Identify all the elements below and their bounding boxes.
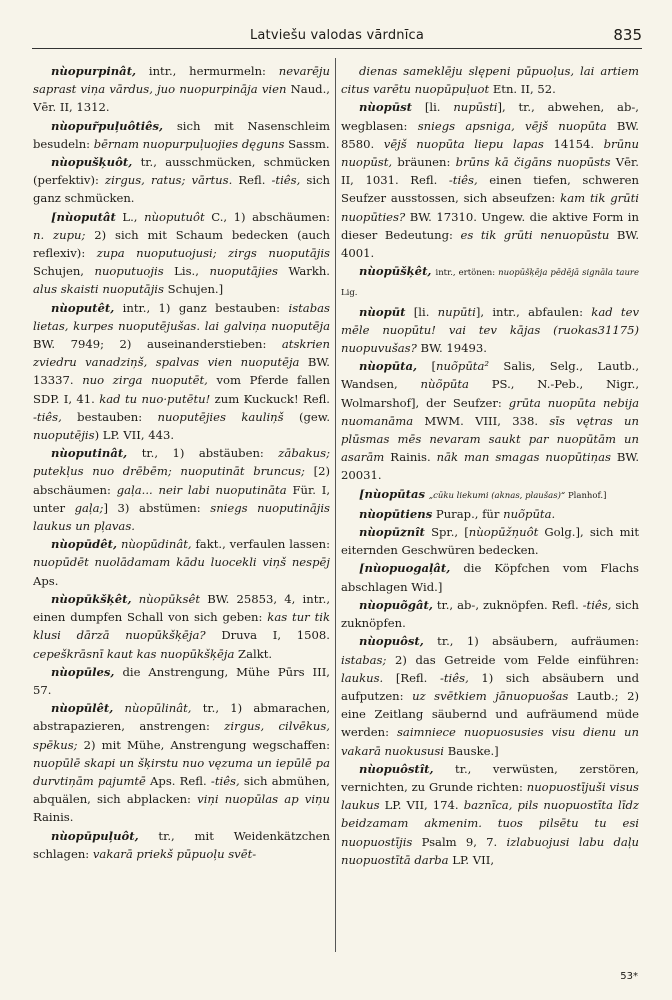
entry-text: alus skaisti nuoputājis: [33, 282, 164, 297]
entry-text: intr., 1) ganz bestauben:: [114, 300, 289, 315]
entry-text: [: [417, 359, 436, 374]
entry-text: Lig.: [341, 288, 358, 299]
entry-text: nuoputuojis: [94, 264, 164, 279]
entry-text: nuõpūta²: [435, 359, 490, 374]
entry-text: MWM. VIII, 338.: [413, 413, 550, 428]
dictionary-entry: [341, 98, 639, 262]
entry-text: sich ganz schmücken.: [33, 173, 330, 206]
entry-headword: nùopušķuôt,: [51, 155, 133, 170]
dictionary-entry: [341, 485, 639, 505]
entry-text: 1) sich absäubern und aufputzen:: [341, 670, 639, 703]
entry-headword: nùopūles,: [51, 664, 115, 679]
entry-text: Rainis.: [384, 450, 437, 465]
entry-text: zupa nuoputuojusi; zirgs nuoputājis: [96, 246, 330, 261]
dictionary-entry: [341, 303, 639, 358]
entry-text: bräunen:: [392, 155, 456, 170]
entry-text: Aps. Refl.: [145, 773, 211, 788]
entry-text: BW. 4001.: [341, 227, 639, 261]
entry-text: intr., hermurmeln:: [136, 64, 279, 78]
signature-mark: 53*: [620, 971, 638, 982]
entry-text: nuo zirga nuoputēt,: [82, 373, 208, 388]
entry-headword: nùopur̃puļuôtiês,: [51, 118, 164, 133]
entry-text: Planhof.]: [565, 490, 607, 501]
entry-headword: nùopūšķêt,: [359, 264, 432, 279]
entry-text: kas tur tik klusi dārzā nuopūkšķēja?: [33, 610, 330, 643]
entry-text: tr., 1) abstäuben:: [127, 446, 279, 461]
entry-text: nupūsti: [453, 100, 498, 115]
entry-text: zābakus; putekļus nuo drēbēm; nuoputināt bruncus;: [33, 446, 330, 479]
entry-text: Lis.,: [163, 264, 210, 279]
entry-text: nuopūdēt nuolādamam kādu luocekli viņš nespēj: [33, 555, 330, 570]
entry-text: Purap., für: [432, 506, 504, 521]
entry-text: izlabuojusi labu daļu nuopuostītā darba: [341, 834, 639, 867]
entry-text: es tik grūti nenuopūstu: [460, 227, 610, 242]
entry-text: zum Kuckuck! Refl.: [210, 391, 330, 406]
entry-headword: nùopūdêt,: [51, 537, 118, 552]
dictionary-entry: [341, 262, 639, 302]
entry-headword: nùopūpuļuôt,: [51, 828, 139, 843]
entry-headword: nùopūst: [359, 100, 413, 115]
entry-text: uz svētkiem jānuopuošas: [412, 688, 569, 703]
entry-text: 2) das Getreide vom Felde einführen:: [386, 652, 639, 667]
entry-text: istabas;: [341, 652, 387, 667]
column-divider: [335, 58, 336, 952]
entry-text: BW. 19493.: [416, 341, 487, 356]
right-column: [341, 62, 639, 950]
entry-text: nùopūžņuôt: [468, 525, 539, 540]
entry-text: bērnam nuopurpuļuojies dęguns: [93, 136, 285, 151]
entry-text: die Köpfchen vom Flachs abschlagen Wid.]: [341, 561, 639, 594]
entry-headword: [nùopūtas: [359, 486, 426, 501]
dictionary-entry: [33, 62, 330, 117]
page-header: [32, 22, 642, 49]
entry-text: Rainis.: [33, 810, 74, 825]
dictionary-entry: [341, 523, 639, 559]
running-title: Latviešu valodas vārdnīca: [249, 28, 425, 43]
entry-text: die Anstrengung, Mühe Pūrs III, 57.: [33, 664, 330, 697]
entry-headword: nùoputinât,: [51, 446, 128, 461]
entry-text: atskrien zviedru vanadziņš, spalvas vien nuoputēja: [33, 337, 330, 370]
entry-text: [Refl.: [383, 670, 440, 685]
entry-text: ], tr., abwehen, ab-, wegblasen:: [341, 100, 639, 133]
entry-text: nuopūšķēja pēdējā signāla taure: [498, 268, 639, 279]
dictionary-entry: [341, 62, 639, 98]
entry-text: einen tiefen, schweren Seufzer ausstossen, sich abseufzen:: [341, 173, 639, 206]
entry-text: zirgus, cilvēkus, spēkus;: [33, 719, 330, 752]
dictionary-entry: [33, 444, 330, 535]
entry-headword: [nùopuogaļât,: [359, 561, 451, 576]
entry-text: n. zupu;: [33, 227, 86, 242]
entry-text: vējš nuopūta liepu lapas: [383, 136, 544, 151]
entry-headword: nùoputêt,: [51, 300, 115, 315]
entry-text: BW. 17310. Ungew. die aktive Form in dieser Bedeutung:: [341, 209, 639, 242]
dictionary-entry: [33, 535, 330, 590]
entry-text: sich zuknöpfen.: [341, 597, 639, 631]
entry-text: BW. 7949; 2) auseinanderstieben:: [33, 337, 282, 352]
entry-text: BW. 8580.: [341, 118, 639, 151]
entry-text: Etn. II, 52.: [489, 82, 556, 97]
entry-headword: nùopuôstît,: [359, 761, 434, 776]
entry-text: nuoputējies kauliņš: [157, 409, 284, 424]
entry-text: -tiês,: [448, 173, 478, 188]
entry-text: -tiês,: [582, 597, 612, 612]
dictionary-entry: [33, 663, 330, 699]
entry-text: sniegs nuoputinājis laukus un pļavas.: [33, 500, 330, 534]
entry-text: nùopūksêt: [138, 591, 201, 606]
entry-text: LP. VII,: [448, 852, 495, 867]
entry-text: Bauske.]: [444, 743, 499, 758]
entry-text: 14154.: [543, 136, 604, 151]
dictionary-entry: [341, 596, 639, 632]
entry-text: C., 1) abschäumen:: [204, 209, 330, 224]
entry-text: Druva I, 1508.: [205, 628, 330, 643]
entry-text: saimniece nuopuosusies visu dienu un vakarā nuokususi: [341, 725, 639, 758]
entry-headword: nùopūlêt,: [51, 701, 114, 716]
entry-headword: nùopūkšķêt,: [51, 591, 132, 606]
page-number: 835: [613, 26, 642, 44]
entry-text: PS., N.-Peb., Nigr., Wolmarshof], der Seufzer:: [341, 377, 639, 410]
entry-text: kad tu nuo·putētu!: [99, 391, 211, 406]
entry-text: Aps.: [33, 573, 59, 588]
entry-text: 2) sich mit Schaum bedecken (auch reflexiv):: [33, 227, 330, 261]
entry-text: nuopuostījuši visus laukus: [341, 779, 639, 813]
entry-text: (gew.: [283, 409, 330, 424]
entry-text: [2) abschäumen:: [33, 464, 330, 497]
entry-text: [132, 592, 139, 606]
entry-text: LP. VII, 174.: [379, 798, 464, 813]
entry-text: BW. 20031.: [341, 450, 639, 483]
entry-text: -tiês,: [271, 173, 301, 188]
entry-headword: nùopuõgât,: [359, 597, 433, 612]
dictionary-entry: [341, 357, 639, 484]
entry-text: ] 3) abstümen:: [103, 500, 211, 515]
entry-text: nuõpūta.: [503, 506, 556, 521]
entry-text: brūns kā čigāns nuopūsts: [455, 155, 611, 170]
entry-text: laukus.: [341, 670, 384, 685]
dictionary-entry: [33, 208, 330, 299]
entry-text: vakarā priekš pūpuoļu svēt-: [92, 846, 257, 861]
entry-text: nāk man smagas nuopūtiņas: [436, 450, 611, 465]
entry-text: tr., verwüsten, zerstören, vernichten, zu Grunde richten:: [341, 761, 639, 794]
entry-text: nùõpūta: [420, 377, 469, 392]
entry-headword: nùopūznît: [359, 525, 425, 540]
entry-text: [li.: [405, 304, 438, 319]
entry-headword: nùopuôst,: [359, 634, 424, 649]
entry-headword: nùopūt: [359, 304, 406, 319]
entry-text: kam tik grūti nuopūties?: [341, 191, 639, 224]
entry-text: Sassm.: [284, 136, 330, 151]
entry-text: bestauben:: [61, 409, 158, 424]
entry-text: nuopūlē skapi un šķirstu nuo vęzuma un iepūlē pa durvtiņām pajumtē: [33, 755, 330, 788]
entry-text: -tiês,: [439, 670, 469, 685]
entry-text: Für. I, unter: [33, 482, 330, 515]
dictionary-entry: [33, 299, 330, 445]
entry-text: BW. 13337.: [33, 355, 330, 388]
entry-text: L.,: [115, 209, 145, 224]
entry-text: tr., mit Weidenkätzchen schlagen:: [33, 828, 330, 861]
entry-text: -tiês,: [33, 409, 62, 424]
entry-text: sich abmühen, abquälen, sich abplacken:: [33, 773, 330, 807]
entry-text: [li.: [412, 100, 454, 115]
dictionary-entry: [33, 699, 330, 826]
entry-text: brūnu nuopūst,: [341, 136, 639, 170]
entry-text: zirgus, ratus; vārtus.: [104, 173, 233, 188]
entry-text: tr., 1) abmarachen, abstrapazieren, anstrengen:: [33, 701, 330, 734]
entry-text: Naud., Vēr. II, 1312.: [33, 82, 330, 115]
entry-text: 2) mit Mühe, Anstrengung wegschaffen:: [77, 737, 330, 752]
entry-text: nùoputuôt: [144, 209, 205, 224]
dictionary-entry: [341, 632, 639, 759]
dictionary-entry: [33, 153, 330, 208]
entry-text: vom Pferde fallen SDP. I, 41.: [33, 373, 330, 406]
entry-text: nevarēju saprast viņa vārdus, juo nuopurpināja vien: [33, 64, 330, 97]
left-column: [33, 62, 330, 950]
entry-text: BW. 25853, 4, intr., einen dumpfen Schall von sich geben:: [33, 591, 330, 625]
entry-text: nupūti: [437, 304, 476, 319]
entry-text: nuoputājies: [209, 264, 278, 279]
dictionary-entry: [33, 827, 330, 863]
entry-headword: nùopūta,: [359, 359, 418, 374]
entry-text: grūta nuopūta nebija nuomanāma: [341, 395, 639, 428]
entry-headword: [nùoputât: [51, 209, 116, 224]
entry-text: istabas lietas, kurpes nuoputējušas. lai galviņa nuoputēja: [33, 300, 330, 333]
entry-text: Psalm 9, 7.: [412, 834, 507, 849]
entry-text: cepeškrāsnī kaut kas nuopūkšķēja: [33, 646, 235, 661]
entry-text: tr., 1) absäubern, aufräumen:: [423, 634, 639, 649]
entry-text: nùopūdinât,: [120, 537, 192, 552]
entry-text: nùopūlinât,: [124, 701, 192, 716]
entry-text: Spr., [: [424, 525, 469, 540]
entry-headword: nùopūtiens: [359, 506, 433, 521]
dictionary-entry: [341, 760, 639, 869]
entry-text: sich mit Nasenschleim besudeln:: [33, 118, 330, 151]
entry-text: nuoputējis: [33, 428, 95, 443]
entry-text: ) LP. VII, 443.: [94, 428, 175, 443]
entry-text: fakt., verfaulen lassen:: [191, 537, 330, 552]
dictionary-entry: [341, 559, 639, 595]
entry-text: Schujen.]: [163, 282, 224, 297]
entry-text: Golg.], sich mit eiternden Geschwüren bedecken.: [341, 525, 639, 558]
entry-text: tr., ab-, zuknöpfen. Refl.: [432, 597, 583, 612]
entry-text: Warkh.: [277, 264, 330, 279]
entry-text: kad tev mēle nuopūtu! vai tev kājas (ruokas31175) nuopuvušas?: [341, 304, 639, 356]
entry-text: dienas sameklēju slępeni pūpuoļus, lai artiem citus varētu nuopūpuļuot: [341, 64, 639, 97]
entry-text: Salis, Selg., Lautb., Wandsen,: [341, 359, 639, 392]
entry-text: sniegs apsniga, vējš nuopūta: [417, 118, 607, 133]
entry-text: viņi nuopūlas ap viņu: [197, 792, 330, 807]
entry-text: Zalkt.: [234, 646, 273, 661]
entry-text: tr., ausschmücken, schmücken (perfektiv):: [33, 155, 330, 188]
dictionary-entry: [341, 505, 639, 523]
entry-text: gaļa... neir labi nuoputināta: [116, 482, 287, 497]
entry-text: intr., ertönen:: [435, 268, 499, 279]
dictionary-entry: [33, 117, 330, 153]
entry-text: Schujen,: [33, 264, 95, 279]
entry-text: -tiês,: [210, 773, 240, 788]
dictionary-entry: [33, 590, 330, 663]
entry-text: „cūku liekumi (aknas, plaušas)“: [428, 490, 566, 501]
entry-text: gaļa;: [74, 500, 104, 515]
entry-text: [113, 701, 124, 715]
entry-text: baznīca, pils nuopuostīta līdz beidzamam akmenim. tuos pilsētu tu esi nuopuostījis: [341, 798, 639, 849]
entry-text: Lautb.; 2) eine Zeitlang säubernd und aufräumend müde werden:: [341, 688, 639, 740]
entry-text: Vēr. II, 1031. Refl.: [341, 155, 639, 188]
entry-text: Refl.: [232, 173, 272, 188]
entry-text: ], intr., abfaulen:: [475, 304, 592, 319]
entry-text: sīs vętras un plūsmas mēs nevaram saukt par nuopūtām un asarām: [341, 413, 639, 465]
entry-headword: nùopurpinât,: [51, 64, 137, 78]
